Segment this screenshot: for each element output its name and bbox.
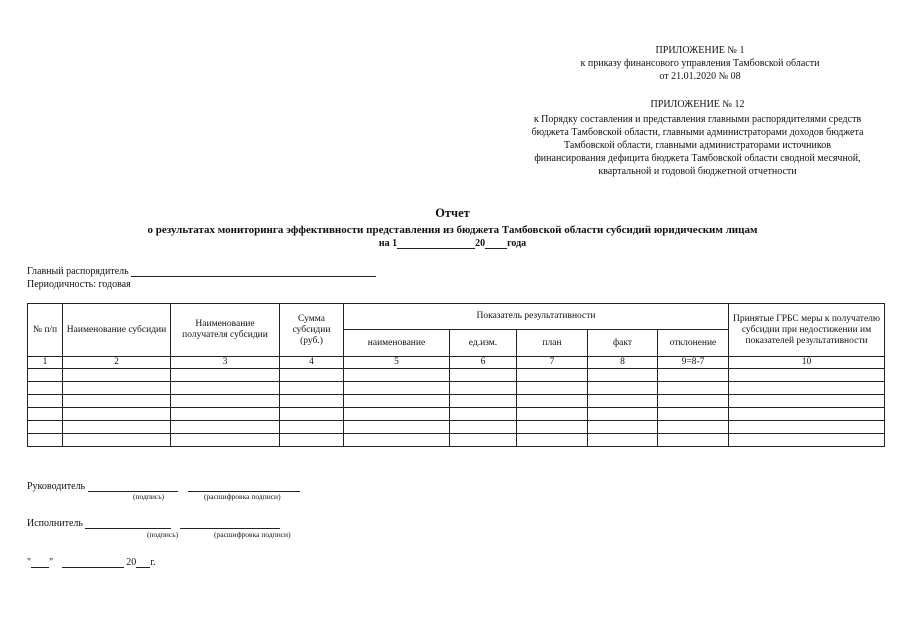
report-title-block: [0, 206, 905, 249]
col-indicator-header: Показатель результативности: [344, 304, 729, 330]
col-recipient-header: Наименование получателя субсидии: [171, 304, 280, 357]
date-suffix: года: [507, 238, 527, 249]
table-cell[interactable]: [28, 382, 63, 395]
head-signature-line: [27, 480, 300, 492]
day-blank[interactable]: [31, 556, 49, 568]
table-cell[interactable]: [658, 382, 729, 395]
periodicity: Периодичность: годовая: [27, 279, 131, 290]
table-cell[interactable]: [729, 382, 885, 395]
appendix-12-line: квартальной и годовой бюджетной отчетности: [598, 166, 797, 177]
table-cell[interactable]: [588, 369, 658, 382]
appendix-12-line: ПРИЛОЖЕНИЕ № 12: [650, 99, 745, 110]
table-cell[interactable]: [28, 395, 63, 408]
appendix-1-line: к приказу финансового управления Тамбовской области: [580, 58, 820, 69]
appendix-12-line: Тамбовской области, главными администраторами источников: [564, 140, 831, 151]
table-cell[interactable]: [280, 395, 344, 408]
appendix-1-line: ПРИЛОЖЕНИЕ № 1: [655, 45, 745, 56]
month-blank[interactable]: [62, 556, 124, 568]
head-decode-blank[interactable]: [188, 480, 300, 492]
col-number-header: № п/п: [28, 304, 63, 357]
year-blank[interactable]: [485, 237, 507, 249]
table-cell[interactable]: [171, 395, 280, 408]
col-number-cell: 7: [517, 357, 588, 369]
table-cell[interactable]: [28, 421, 63, 434]
table-cell[interactable]: [658, 395, 729, 408]
col-number-cell: 2: [63, 357, 171, 369]
sub-plan-header: план: [517, 330, 588, 357]
table-cell[interactable]: [171, 369, 280, 382]
table-cell[interactable]: [63, 369, 171, 382]
col-number-cell: 3: [171, 357, 280, 369]
table-cell[interactable]: [28, 408, 63, 421]
sub-fact-header: факт: [588, 330, 658, 357]
table-cell[interactable]: [588, 382, 658, 395]
col-number-cell: 6: [450, 357, 517, 369]
table-cell[interactable]: [658, 408, 729, 421]
table-cell[interactable]: [280, 408, 344, 421]
table-cell[interactable]: [63, 421, 171, 434]
table-cell[interactable]: [517, 434, 588, 447]
table-cell[interactable]: [63, 382, 171, 395]
head-decode-caption: (расшифровка подписи): [204, 492, 281, 501]
date-blank[interactable]: [397, 237, 475, 249]
table-cell[interactable]: [658, 434, 729, 447]
table-cell[interactable]: [729, 395, 885, 408]
table-row: [28, 434, 885, 447]
sub-name-header: наименование: [344, 330, 450, 357]
executor-decode-blank[interactable]: [180, 517, 280, 529]
table-cell[interactable]: [280, 421, 344, 434]
col-number-cell: 1: [28, 357, 63, 369]
appendix-1-line: от 21.01.2020 № 08: [659, 71, 741, 82]
table-cell[interactable]: [658, 369, 729, 382]
table-cell[interactable]: [63, 408, 171, 421]
report-subtitle: о результатах мониторинга эффективности представления из бюджета Тамбовской области субсидий юридическим лицам: [147, 224, 758, 236]
appendix-12-block: [505, 98, 890, 178]
executor-sign-blank[interactable]: [85, 517, 171, 529]
table-cell[interactable]: [450, 408, 517, 421]
table-cell[interactable]: [450, 369, 517, 382]
column-number-row: [28, 357, 885, 369]
date-quote-close: ": [49, 557, 54, 568]
table-row: [28, 421, 885, 434]
executor-label: Исполнитель: [27, 518, 83, 529]
table-cell[interactable]: [729, 369, 885, 382]
table-cell[interactable]: [517, 421, 588, 434]
table-cell[interactable]: [280, 434, 344, 447]
col-number-cell: 8: [588, 357, 658, 369]
table-cell[interactable]: [729, 408, 885, 421]
col-number-cell: 10: [729, 357, 885, 369]
col-subsidy-name-header: Наименование субсидии: [63, 304, 171, 357]
date-prefix: на 1: [378, 238, 398, 249]
table-cell[interactable]: [344, 382, 450, 395]
table-cell[interactable]: [28, 369, 63, 382]
date-year: 20: [475, 238, 486, 249]
table-cell[interactable]: [517, 408, 588, 421]
appendix-12-line: бюджета Тамбовской области, главными администраторами доходов бюджета: [531, 127, 864, 138]
executor-signature-line: [27, 517, 280, 529]
head-sign-blank[interactable]: [88, 480, 178, 492]
year-blank[interactable]: [136, 556, 150, 568]
table-cell[interactable]: [450, 434, 517, 447]
date-quote-open: ": [27, 557, 32, 568]
table-cell[interactable]: [63, 434, 171, 447]
sub-unit-header: ед.изм.: [450, 330, 517, 357]
head-sign-caption: (подпись): [133, 492, 165, 501]
report-table: [27, 303, 885, 447]
table-cell[interactable]: [729, 434, 885, 447]
table-cell[interactable]: [588, 395, 658, 408]
table-cell[interactable]: [344, 408, 450, 421]
sign-date-line: [27, 556, 156, 568]
table-cell[interactable]: [588, 421, 658, 434]
table-row: [28, 369, 885, 382]
appendix-12-line: к Порядку составления и представления главными распорядителями средств: [533, 114, 862, 125]
date-year-label: 20: [126, 557, 137, 568]
table-cell[interactable]: [280, 369, 344, 382]
col-measures-header: Принятые ГРБС меры к получателю субсидии при недостижении им показателей результативности: [729, 304, 885, 357]
report-date-line: [0, 237, 905, 249]
table-cell[interactable]: [344, 395, 450, 408]
table-cell[interactable]: [450, 421, 517, 434]
table-cell[interactable]: [344, 434, 450, 447]
date-year-suffix: г.: [150, 557, 156, 568]
table-cell[interactable]: [729, 421, 885, 434]
table-row: [28, 395, 885, 408]
appendix-1-block: [520, 44, 880, 83]
table-cell[interactable]: [344, 369, 450, 382]
table-cell[interactable]: [344, 421, 450, 434]
table-cell[interactable]: [450, 382, 517, 395]
table-cell[interactable]: [171, 421, 280, 434]
executor-decode-caption: (расшифровка подписи): [214, 530, 291, 539]
table-cell[interactable]: [588, 434, 658, 447]
col-number-cell: 9=8-7: [658, 357, 729, 369]
col-number-cell: 5: [344, 357, 450, 369]
table-cell[interactable]: [588, 408, 658, 421]
executor-sign-caption: (подпись): [147, 530, 179, 539]
sub-deviation-header: отклонение: [658, 330, 729, 357]
table-cell[interactable]: [280, 382, 344, 395]
col-amount-header: Сумма субсидии (руб.): [280, 304, 344, 357]
table-cell[interactable]: [171, 434, 280, 447]
table-cell[interactable]: [517, 395, 588, 408]
table-cell[interactable]: [171, 408, 280, 421]
table-cell[interactable]: [28, 434, 63, 447]
head-label: Руководитель: [27, 481, 86, 492]
table-cell[interactable]: [63, 395, 171, 408]
table-cell[interactable]: [450, 395, 517, 408]
table-row: [28, 408, 885, 421]
manager-field: [27, 265, 376, 277]
table-cell[interactable]: [171, 382, 280, 395]
report-title: Отчет: [435, 206, 470, 220]
table-cell[interactable]: [517, 369, 588, 382]
table-row: [28, 382, 885, 395]
col-number-cell: 4: [280, 357, 344, 369]
appendix-12-line: финансирования дефицита бюджета Тамбовской области сводной месячной,: [534, 153, 861, 164]
table-cell[interactable]: [517, 382, 588, 395]
manager-blank[interactable]: [131, 265, 376, 277]
table-cell[interactable]: [658, 421, 729, 434]
manager-label: Главный распорядитель: [27, 266, 129, 277]
